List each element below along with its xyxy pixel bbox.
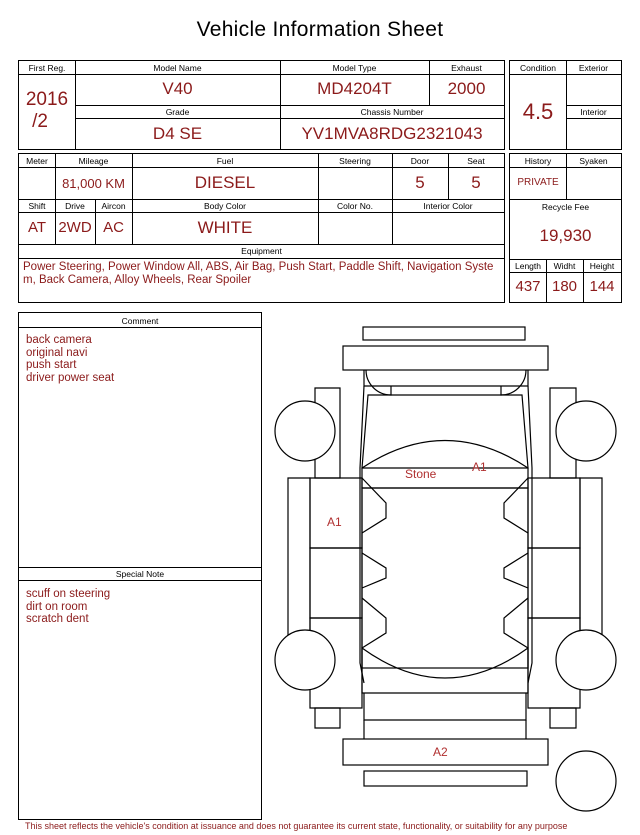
condition-section [509, 60, 622, 150]
model-type-value: MD4204T [317, 79, 392, 98]
first-reg-year: 2016 [25, 89, 69, 110]
condition-label: Condition [520, 63, 556, 73]
model-section [18, 60, 505, 150]
equipment-value: Power Steering, Power Window All, ABS, Air Bag, Push Start, Paddle Shift, Navigation System, Back Camera, Alloy Wheels, Rear Spoiler [23, 261, 494, 286]
length-value: 437 [515, 278, 541, 295]
damage-left-door-code: A1 [327, 515, 342, 529]
rear-quarter-lines [364, 720, 526, 739]
history-section [509, 153, 622, 303]
disclaimer-footer: This sheet reflects the vehicle's condition at issuance and does not guarantee its current state, functionality, or suitability for any purpose [25, 821, 568, 831]
special-note-item: scuff on steering [26, 588, 111, 600]
wheel-front-right [556, 401, 616, 461]
pillar-left-rear [362, 598, 386, 648]
comment-section [18, 312, 262, 820]
spare-wheel [556, 751, 616, 811]
right-rear-corner [550, 708, 576, 728]
special-note-item: scratch dent [26, 613, 89, 625]
seat-label: Seat [467, 156, 485, 166]
grade-label: Grade [165, 107, 190, 117]
aircon-value: AC [103, 219, 124, 236]
pillar-right-rear [504, 598, 528, 648]
aircon-label: Aircon [101, 201, 126, 211]
special-note-list [26, 588, 110, 626]
left-rear-corner [315, 708, 340, 728]
history-label: History [524, 156, 552, 166]
hood [364, 370, 528, 386]
pillar-left-front [362, 478, 386, 533]
shift-label: Shift [28, 201, 46, 211]
comment-item: back camera [26, 334, 92, 346]
damage-rear-code: A2 [433, 745, 448, 759]
exhaust-label: Exhaust [451, 63, 482, 73]
model-type-label: Model Type [332, 63, 377, 73]
specs-section [18, 153, 505, 303]
interior-label: Interior [580, 107, 607, 117]
shift-value: AT [27, 219, 47, 236]
rear-window [362, 648, 528, 693]
left-rear-door [310, 548, 362, 618]
model-name-label: Model Name [153, 63, 202, 73]
history-value: PRIVATE [517, 177, 559, 188]
door-label: Door [410, 156, 430, 166]
first-reg-month: /2 [32, 111, 48, 132]
first-reg-label: First Reg. [28, 63, 66, 73]
left-front-door [310, 478, 362, 548]
chassis-number-value: YV1MVA8RDG2321043 [301, 124, 483, 143]
right-front-door [528, 478, 580, 548]
comment-item: original navi [26, 346, 88, 359]
exterior-label: Exterior [578, 63, 609, 73]
comment-label: Comment [121, 316, 159, 326]
damage-roof-note: Stone [405, 467, 437, 481]
comment-item: push start [26, 359, 77, 371]
drive-label: Drive [65, 201, 85, 211]
height-label: Height [589, 261, 615, 271]
door-value: 5 [415, 173, 425, 192]
equipment-label: Equipment [241, 246, 282, 256]
width-label: Widht [553, 261, 576, 271]
recycle-fee-value: 19,930 [539, 226, 592, 245]
width-value: 180 [551, 278, 578, 295]
meter-label: Meter [26, 156, 48, 166]
grade-value: D4 SE [152, 124, 203, 143]
interior-color-label: Interior Color [423, 201, 473, 211]
windshield-frame [362, 395, 528, 468]
pillar-right-front [504, 478, 528, 533]
steering-label: Steering [339, 156, 371, 166]
exhaust-value: 2000 [447, 79, 486, 98]
mileage-value: 81,000 KM [62, 176, 125, 191]
damage-roof-code: A1 [472, 460, 487, 474]
model-name-value: V40 [162, 79, 193, 98]
rear-bumper-bottom [364, 771, 527, 786]
roof-front [362, 441, 528, 489]
front-bumper [343, 346, 548, 370]
mileage-label: Mileage [78, 156, 109, 166]
body-color-value: WHITE [197, 218, 253, 237]
comment-list [26, 334, 114, 384]
special-note-label: Special Note [115, 569, 165, 579]
fuel-label: Fuel [216, 156, 234, 166]
special-note-item: dirt on room [26, 600, 88, 613]
front-bumper-top [363, 327, 525, 340]
condition-value: 4.5 [522, 99, 554, 124]
pillar-left-mid [362, 553, 386, 588]
car-damage-diagram [268, 318, 628, 818]
pillar-right-mid [504, 553, 528, 588]
recycle-fee-label: Recycle Fee [541, 202, 590, 212]
wheel-rear-left [275, 630, 335, 690]
chassis-number-label: Chassis Number [360, 107, 424, 117]
seat-value: 5 [471, 173, 481, 192]
syaken-label: Syaken [579, 156, 608, 166]
wheel-front-left [275, 401, 335, 461]
length-label: Length [515, 261, 541, 271]
wheel-rear-right [556, 630, 616, 690]
comment-item: driver power seat [26, 371, 115, 384]
height-value: 144 [589, 278, 615, 295]
trunk [364, 693, 526, 720]
roof [362, 488, 528, 668]
right-rear-door [528, 548, 580, 618]
body-color-label: Body Color [203, 201, 247, 211]
headlight-left [366, 370, 391, 395]
headlight-right [501, 370, 526, 395]
sheet-title: Vehicle Information Sheet [196, 18, 444, 41]
color-no-label: Color No. [337, 201, 373, 211]
fuel-value: DIESEL [194, 173, 256, 192]
drive-value: 2WD [58, 219, 92, 236]
